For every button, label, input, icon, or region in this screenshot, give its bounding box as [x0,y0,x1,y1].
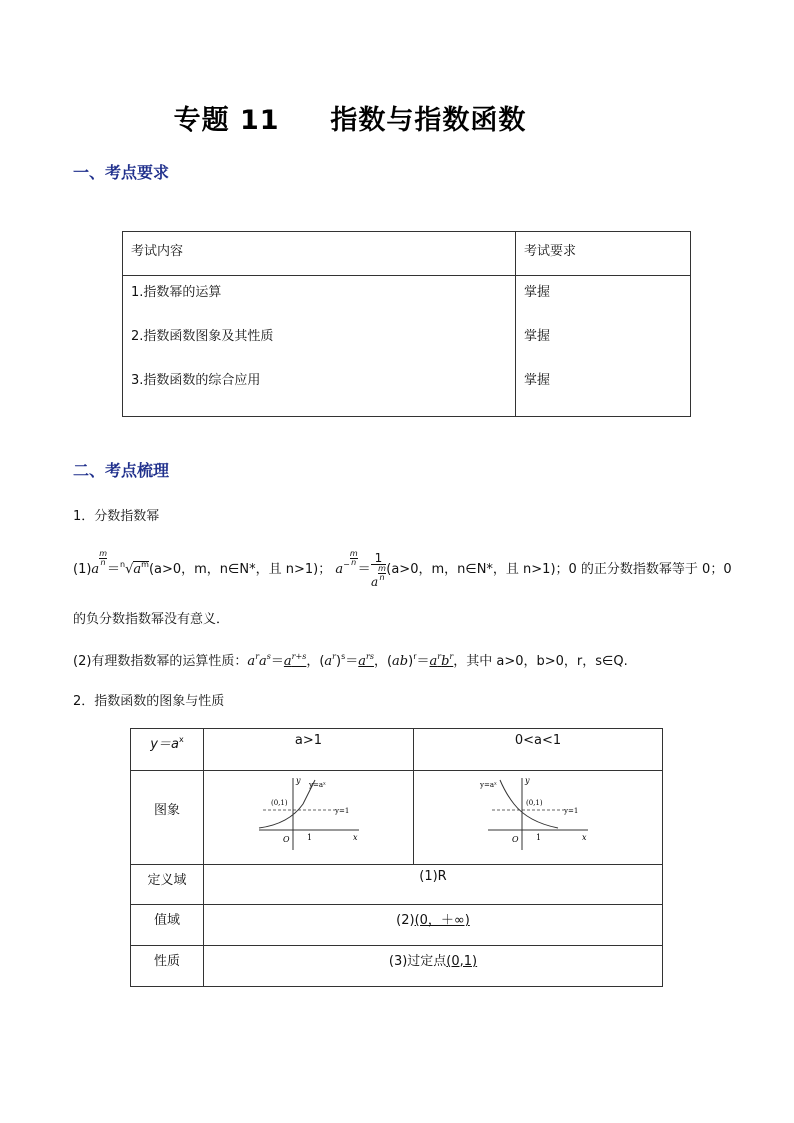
formula-condition-1: (a>0，m，n∈N*，且 n>1)； [148,562,332,577]
range-value-cell [204,905,663,946]
graph-a-between-0-1 [414,771,663,865]
req-row-requirement: 掌握 [524,373,551,388]
title-number: 11 [240,105,280,136]
exponential-function-table [130,728,663,987]
item1-formula-line2: 的负分数指数幂没有意义． [73,612,230,627]
req-row-content: 3.指数函数的综合应用 [131,373,261,388]
item2-title: 2．指数函数的图象与性质 [73,694,225,709]
header-content: 考试内容 [123,232,516,276]
domain-label: 定义域 [131,865,204,905]
req-row-requirement: 掌握 [524,329,551,344]
title-topic: 专题 [173,105,230,136]
x-label: x [582,833,587,842]
origin-label: O [512,835,519,844]
section-heading-review: 二、考点梳理 [73,461,170,480]
graph-increasing [249,774,369,854]
range-prefix: (2) [396,913,415,928]
req-row-content: 2.指数函数图象及其性质 [131,329,274,344]
range-value: (0，＋∞) [414,913,470,928]
req-row-content: 1.指数幂的运算 [131,285,222,300]
image-label: 图象 [131,771,204,865]
graph-a-greater-1 [204,771,414,865]
y-label: y [525,776,530,785]
case-a-between-0-1: 0<a<1 [414,729,663,771]
rules-tail: ，其中 a>0，b>0，r，s∈Q. [453,654,628,669]
requirements-table [122,231,691,417]
page-title [0,98,700,137]
formula-condition-2: (a>0，m，n∈N*，且 n>1)；0 的正分数指数幂等于 0；0 [386,562,732,577]
function-header [131,729,204,771]
point-label: (0,1) [526,799,543,807]
req-row-requirement: 掌握 [524,285,551,300]
one-label: 1 [536,833,542,842]
curve-label: y=aˣ [480,781,497,789]
domain-value: (1)R [204,865,663,905]
content-column [123,276,516,417]
origin-label: O [282,835,290,844]
y-label: y [295,776,301,785]
one-label: 1 [306,833,312,842]
point-label: (0,1) [270,799,288,807]
item1-rules-line: (2)有理数指数幂的运算性质：$a^ra^s=a^{r+s}$，$(a^r)^s=a^{rs}$，$(ab)^r=a^rb^r$，其中 a>0，b>0，r，s∈Q. [73,652,628,669]
item1-title: 1．分数指数幂 [73,509,160,524]
property-prefix: (3)过定点 [388,954,447,969]
x-label: x [352,833,358,842]
hline-label: y=1 [564,807,579,815]
property-label: 性质 [131,946,204,987]
title-text: 指数与指数函数 [330,105,527,136]
requirement-column [516,276,691,417]
case-a-greater-1: a>1 [204,729,414,771]
function-exponent: x [178,735,184,744]
rules-lead: (2)有理数指数幂的运算性质： [73,654,248,669]
function-expression: y＝a [150,737,179,752]
range-label: 值域 [131,905,204,946]
property-value: (0,1) [446,954,478,969]
graph-decreasing [478,774,598,854]
header-requirement: 考试要求 [516,232,691,276]
curve-label: y=aˣ [308,781,326,789]
hline-label: y=1 [334,807,349,815]
item1-formula-line: (1)a $\frac{m}{n}$ $=^n√a^m(a>0$，m，n∈N*，且 n>1)； a− $\frac{m}{n}$ ＝ 1 a $\frac{m}{n}$ (a>0，m，n∈N*，且 n>1)；0 的正分数指数幂等于 0；0 [73,549,732,589]
property-value-cell [204,946,663,987]
section-heading-requirements: 一、考点要求 [73,163,170,182]
formula-prefix: (1) [73,562,92,577]
